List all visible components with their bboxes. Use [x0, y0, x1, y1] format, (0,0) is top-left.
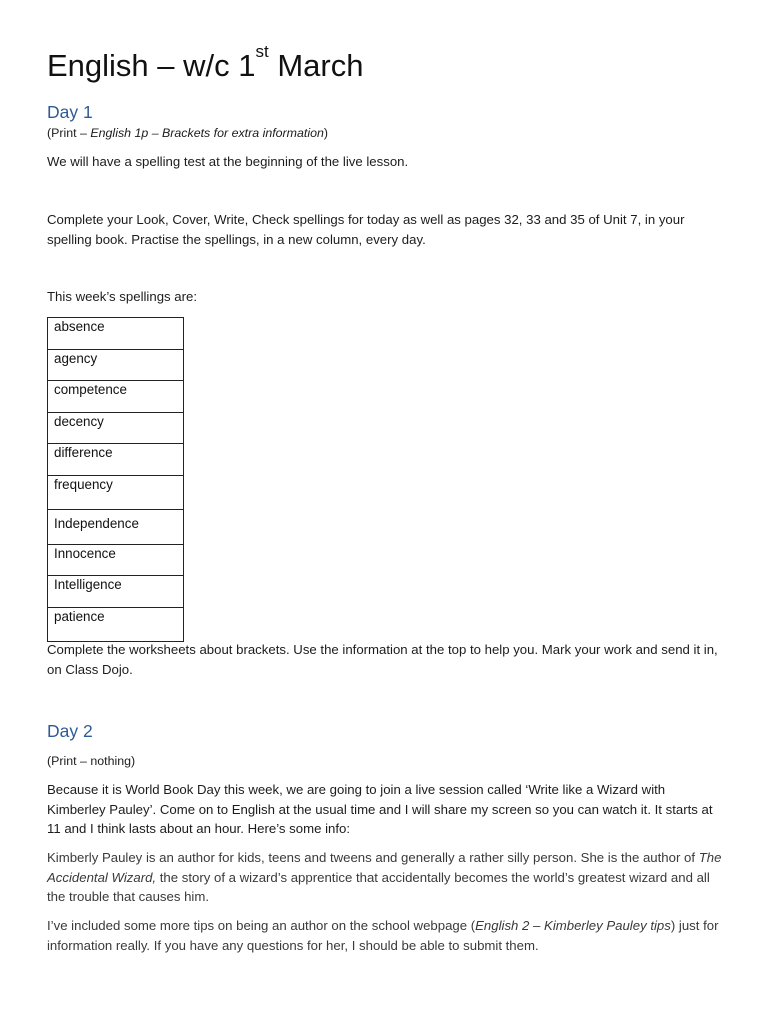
day2-heading: Day 2	[47, 721, 93, 741]
webpage-resource-name: English 2 – Kimberley Pauley tips	[475, 918, 671, 933]
title-superscript: st	[255, 42, 269, 61]
table-row	[48, 381, 184, 413]
spellings-table	[47, 317, 184, 642]
title-text: English – w/c 1	[47, 48, 256, 83]
spelling-word: Intelligence	[54, 577, 122, 592]
spelling-word: Innocence	[54, 545, 116, 561]
day2-paragraph-3: I’ve included some more tips on being an author on the school webpage (English 2 – Kimberley Pauley tips) just for information really. If you have any questions for her, I should be able to submit them.	[47, 918, 719, 953]
title-text-rest: March	[268, 48, 364, 83]
page-title	[47, 42, 364, 86]
table-row	[48, 475, 184, 510]
spelling-word: Independence	[54, 516, 139, 531]
spelling-word: competence	[54, 382, 127, 397]
table-row	[48, 607, 184, 642]
table-row	[48, 349, 184, 381]
spelling-word: absence	[54, 319, 105, 334]
spellings-intro: This week’s spellings are:	[47, 289, 198, 304]
day1-print-note: (Print – English 1p – Brackets for extra information)	[47, 126, 328, 140]
day2-paragraph-2: Kimberly Pauley is an author for kids, teens and tweens and generally a rather silly person. She is the author of The Accidental Wizard, the story of a wizard’s apprentice that accidentally becomes the world’s greatest wizard and all the trouble that causes him.	[47, 850, 722, 904]
day2-print-note: (Print – nothing)	[47, 754, 136, 768]
spelling-word: difference	[54, 445, 113, 460]
spelling-word: frequency	[54, 476, 113, 492]
table-row	[48, 444, 184, 476]
day1-heading: Day 1	[47, 102, 93, 122]
table-row	[48, 576, 184, 608]
table-row	[48, 510, 184, 545]
day1-paragraph-2: Complete your Look, Cover, Write, Check spellings for today as well as pages 32, 33 and 35 of Unit 7, in your spelling book. Practise the spellings, in a new column, every day.	[47, 212, 685, 247]
print-worksheet-name: English 1p – Brackets for extra information	[90, 126, 324, 140]
table-row	[48, 412, 184, 444]
day1-paragraph-3: Complete the worksheets about brackets. Use the information at the top to help you. Mark your work and send it in, on Class Dojo.	[47, 642, 718, 677]
day1-paragraph-1: We will have a spelling test at the beginning of the live lesson.	[47, 154, 409, 169]
table-row	[48, 544, 184, 576]
spelling-word: agency	[54, 350, 98, 366]
book-title: The Accidental Wizard,	[47, 850, 722, 885]
day2-paragraph-1: Because it is World Book Day this week, we are going to join a live session called ‘Write like a Wizard with Kimberley Pauley’. Come on to English at the usual time and I will share my screen so you can watch it. It starts at 11 and I think lasts about an hour. Here’s some info:	[47, 782, 713, 836]
table-row	[48, 318, 184, 350]
spelling-word: decency	[54, 413, 104, 429]
spelling-word: patience	[54, 608, 105, 624]
